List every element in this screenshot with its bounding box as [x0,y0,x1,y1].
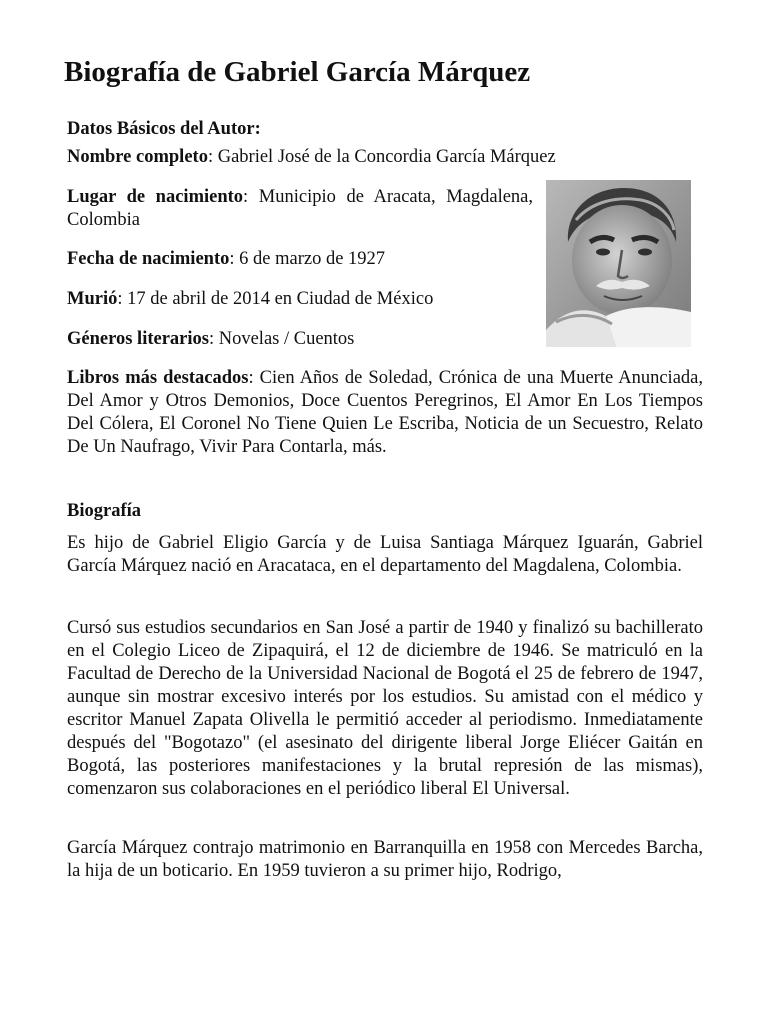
biografia-heading: Biografía [67,501,141,521]
nombre-line [67,146,687,169]
fecha-line [67,248,533,271]
fecha-label: Fecha de nacimiento [67,249,230,269]
generos-value: : Novelas / Cuentos [208,329,355,349]
fecha-value: : 6 de marzo de 1927 [229,249,386,269]
author-portrait-image [546,180,691,347]
author-photo [546,180,691,347]
biografia-paragraph-1: Es hijo de Gabriel Eligio García y de Luisa Santiaga Márquez Iguarán, Gabriel García Márquez nació en Aracataca, en el departamento del Magdalena, Colombia. [67,533,703,576]
page-title: Biografía de Gabriel García Márquez [64,56,531,88]
libros-paragraph [67,367,703,459]
biografia-paragraph-2: Cursó sus estudios secundarios en San José a partir de 1940 y finalizó su bachillerato en el Colegio Liceo de Zipaquirá, el 12 de diciembre de 1946. Se matriculó en la Facultad de Derecho de la Universidad Nacional de Bogotá el 25 de febrero de 1947, aunque sin mostrar excesivo interés por los estudios. Su amistad con el médico y escritor Manuel Zapata Olivella le permitió acceder al periodismo. Inmediatamente después del "Bogotazo" (el asesinato del dirigente liberal Jorge Eliécer Gaitán en Bogotá, las posteriores manifestaciones y la brutal represión de las mismas), comenzaron sus colaboraciones en el periódico liberal El Universal. [67,618,703,799]
nombre-label: Nombre completo [67,147,208,167]
murio-value: : 17 de abril de 2014 en Ciudad de México [117,289,434,309]
generos-line [67,328,533,351]
libros-label: Libros más destacados [67,368,249,388]
lugar-line [67,186,533,232]
generos-label: Géneros literarios [67,329,209,349]
lugar-value: : Municipio de Aracata, Magdalena, Colombia [67,187,534,230]
murio-label: Murió [67,289,118,309]
nombre-value: : Gabriel José de la Concordia García Márquez [207,147,556,167]
datos-heading: Datos Básicos del Autor: [67,119,261,139]
biografia-paragraph-3: García Márquez contrajo matrimonio en Barranquilla en 1958 con Mercedes Barcha, la hija de un boticario. En 1959 tuvieron a su primer hijo, Rodrigo, [67,838,703,881]
lugar-label: Lugar de nacimiento [67,187,244,207]
libros-value: : Cien Años de Soledad, Crónica de una Muerte Anunciada, Del Amor y Otros Demonios, Doce Cuentos Peregrinos, El Amor En Los Tiempos Del Cólera, El Coronel No Tiene Quien Le Escriba, Noticia de un Secuestro, Relato De Un Naufrago, Vivir Para Contarla, más. [67,368,703,457]
murio-line [67,288,533,311]
